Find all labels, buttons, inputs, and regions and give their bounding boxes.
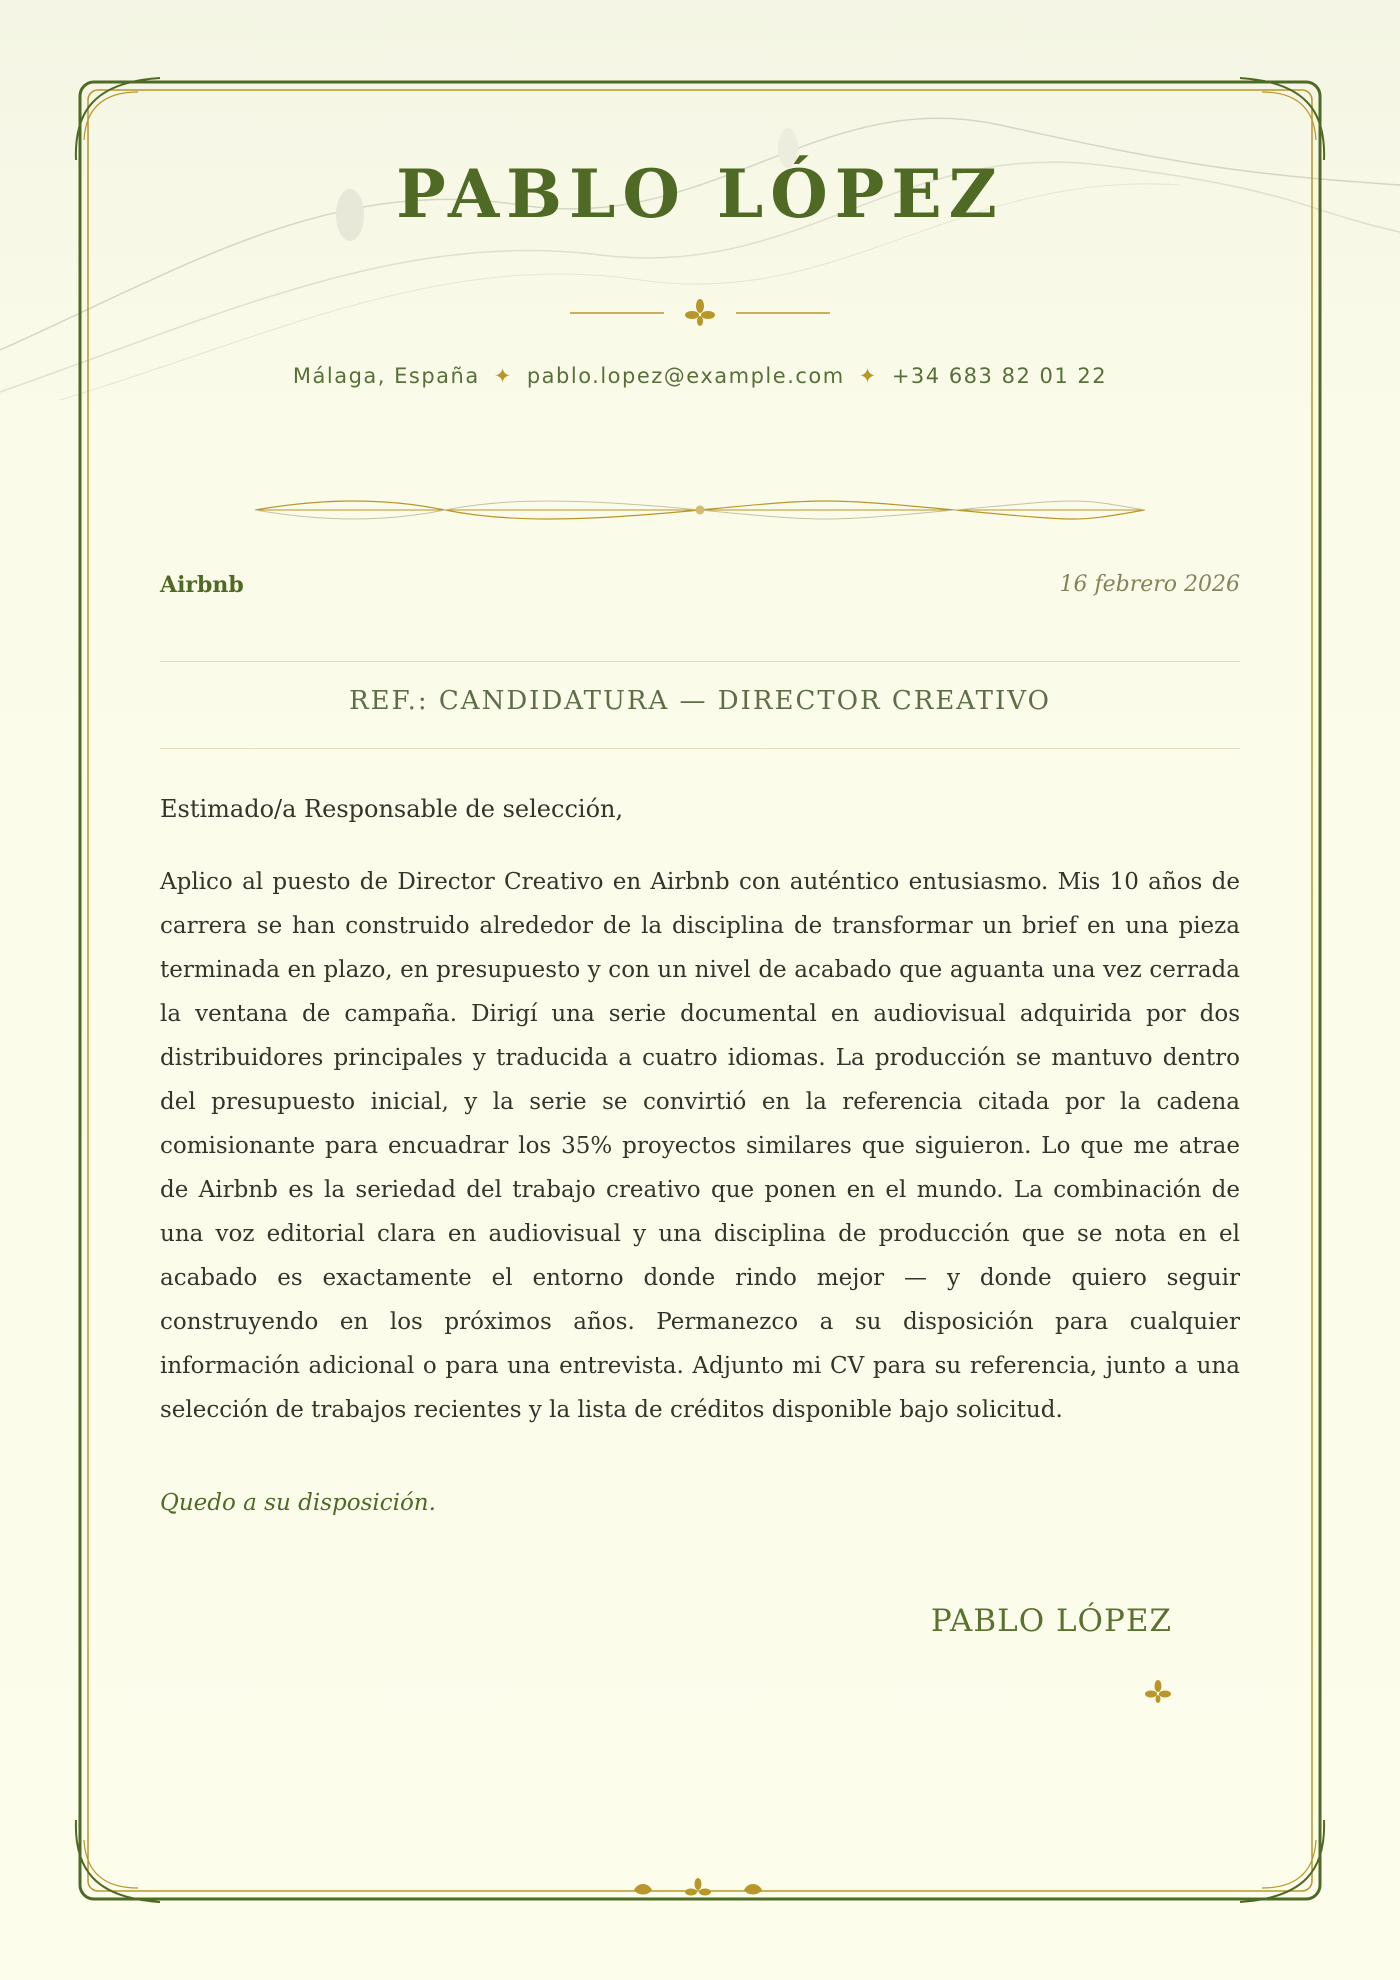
location-text: Málaga, España (292, 364, 480, 388)
signature: PABLO LÓPEZ (930, 1603, 1172, 1639)
contact-line (0, 364, 1400, 388)
leaf-icon (634, 1884, 652, 1895)
applicant-name: PABLO LÓPEZ (396, 155, 1004, 233)
subject-bottom-rule (160, 748, 1240, 749)
letter-body: Aplico al puesto de Director Creativo en Airbnb con auténtico entusiasmo. Mis 10 años de carrera se han construido alrededor de la disciplina de transformar un brief en una pieza terminada en plazo, en presupuesto y con un nivel de acabado que aguanta una vez cerrada la ventana de campaña. Dirigí una serie documental en audiovisual adquirida por dos distribuidores principales y traducida a cuatro idiomas. La producción se mantuvo dentro del presupuesto inicial, y la serie se convirtió en la referencia citada por la cadena comisionante para encuadrar los 35% proyectos similares que siguieron. Lo que me atrae de Airbnb es la seriedad del trabajo creativo que ponen en el mundo. La combinación de una voz editorial clara en audiovisual y una disciplina de producción que se nota en el acabado es exactamente el entorno donde rindo mejor — y donde quiero seguir construyendo en los próximos años. Permanezco a su disposición para cualquier información adicional o para una entrevista. Adjunto mi CV para su referencia, junto a una selección de trabajos recientes y la lista de créditos disponible bajo solicitud. (160, 869, 1240, 1423)
subject-line: REF.: CANDIDATURA — DIRECTOR CREATIVO (349, 686, 1051, 716)
fleuron-icon (685, 299, 715, 326)
phone-text: +34 683 82 01 22 (891, 364, 1108, 388)
fleuron-icon (685, 1878, 711, 1896)
recipient-company: Airbnb (160, 572, 244, 598)
salutation: Estimado/a Responsable de selección, (160, 795, 624, 823)
email-text: pablo.lopez@example.com (526, 364, 845, 388)
header-ornament (560, 290, 840, 336)
fleuron-icon (1144, 1678, 1172, 1706)
letter-date: 16 febrero 2026 (1059, 572, 1240, 597)
separator-star-icon: ✦ (858, 364, 878, 388)
subject-top-rule (160, 661, 1240, 662)
leaf-icon (744, 1884, 762, 1895)
separator-star-icon: ✦ (493, 364, 513, 388)
closing-phrase: Quedo a su disposición. (160, 1490, 436, 1516)
header-divider (255, 495, 1145, 525)
footer-ornament (628, 1876, 768, 1904)
